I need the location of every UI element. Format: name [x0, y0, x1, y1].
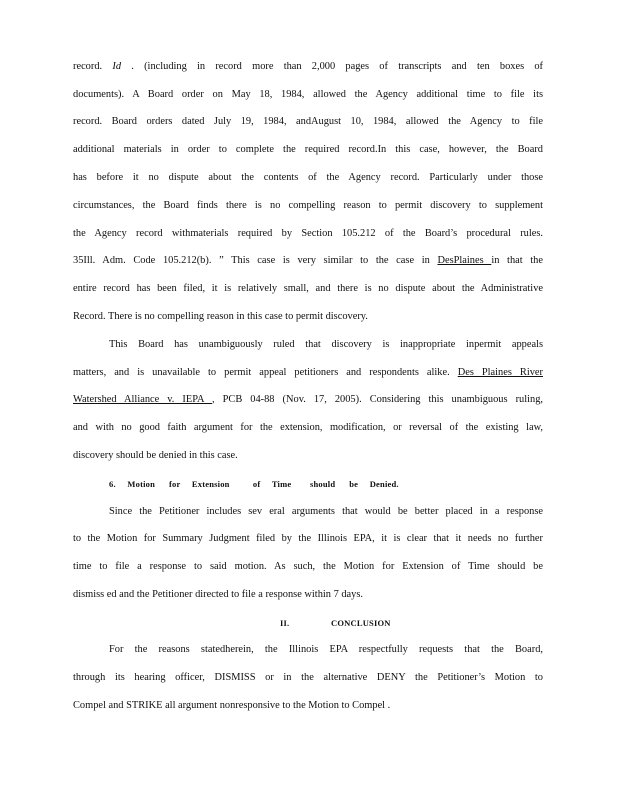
text-line: matters, and is unavailable to permit appeal petitioners and respondents alike. Des Plaines River	[73, 367, 543, 378]
text-line: 35Ill. Adm. Code 105.212(b). ” This case is very similar to the case in DesPlaines in that the	[73, 255, 543, 266]
text-line: Compel and STRIKE all argument nonresponsive to the Motion to Compel .	[73, 700, 391, 711]
text-line: the Agency record withmaterials required by Section 105.212 of the Board’s procedural rules.	[73, 228, 543, 239]
text-line: record. Board orders dated July 19, 1984, andAugust 10, 1984, allowed the Agency to file	[73, 116, 543, 127]
text-line: has before it no dispute about the contents of the Agency record. Particularly under those	[73, 172, 543, 183]
conclusion-heading: CONCLUSION	[331, 618, 391, 628]
text-line: dismiss ed and the Petitioner directed to file a response within 7 days.	[73, 589, 364, 600]
section-heading: 6. Motion for Extension of Time should be Denied.	[109, 479, 399, 489]
text-line: documents). A Board order on May 18, 1984, allowed the Agency additional time to file its	[73, 89, 543, 100]
text-line: through its hearing officer, DISMISS or in the alternative DENY the Petitioner’s Motion to	[73, 672, 543, 683]
text-line: entire record has been filed, it is relatively small, and there is no dispute about the Administrative	[73, 283, 543, 294]
text-line: to the Motion for Summary Judgment filed by the Illinois EPA, it is clear that it needs no further	[73, 533, 543, 544]
text-line: Watershed Alliance v. IEPA , PCB 04-88 (Nov. 17, 2005). Considering this unambiguous ruling,	[73, 394, 543, 405]
text-line: Since the Petitioner includes sev eral arguments that would be better placed in a response	[109, 506, 543, 517]
text-line: For the reasons statedherein, the Illinois EPA respectfully requests that the Board,	[109, 644, 543, 655]
text-line: time to file a response to said motion. As such, the Motion for Extension of Time should be	[73, 561, 543, 572]
text-line: circumstances, the Board finds there is no compelling reason to permit discovery to supplement	[73, 200, 543, 211]
text-line: This Board has unambiguously ruled that discovery is inappropriate inpermit appeals	[109, 339, 543, 350]
text-line: discovery should be denied in this case.	[73, 450, 238, 461]
text-line: additional materials in order to complete the required record.In this case, however, the Board	[73, 144, 543, 155]
text-line: and with no good faith argument for the extension, modification, or reversal of the existing law,	[73, 422, 543, 433]
text-line: Record. There is no compelling reason in this case to permit discovery.	[73, 311, 368, 322]
text-line: record. Id . (including in record more than 2,000 pages of transcripts and ten boxes of	[73, 61, 543, 72]
conclusion-number: II.	[280, 618, 290, 628]
